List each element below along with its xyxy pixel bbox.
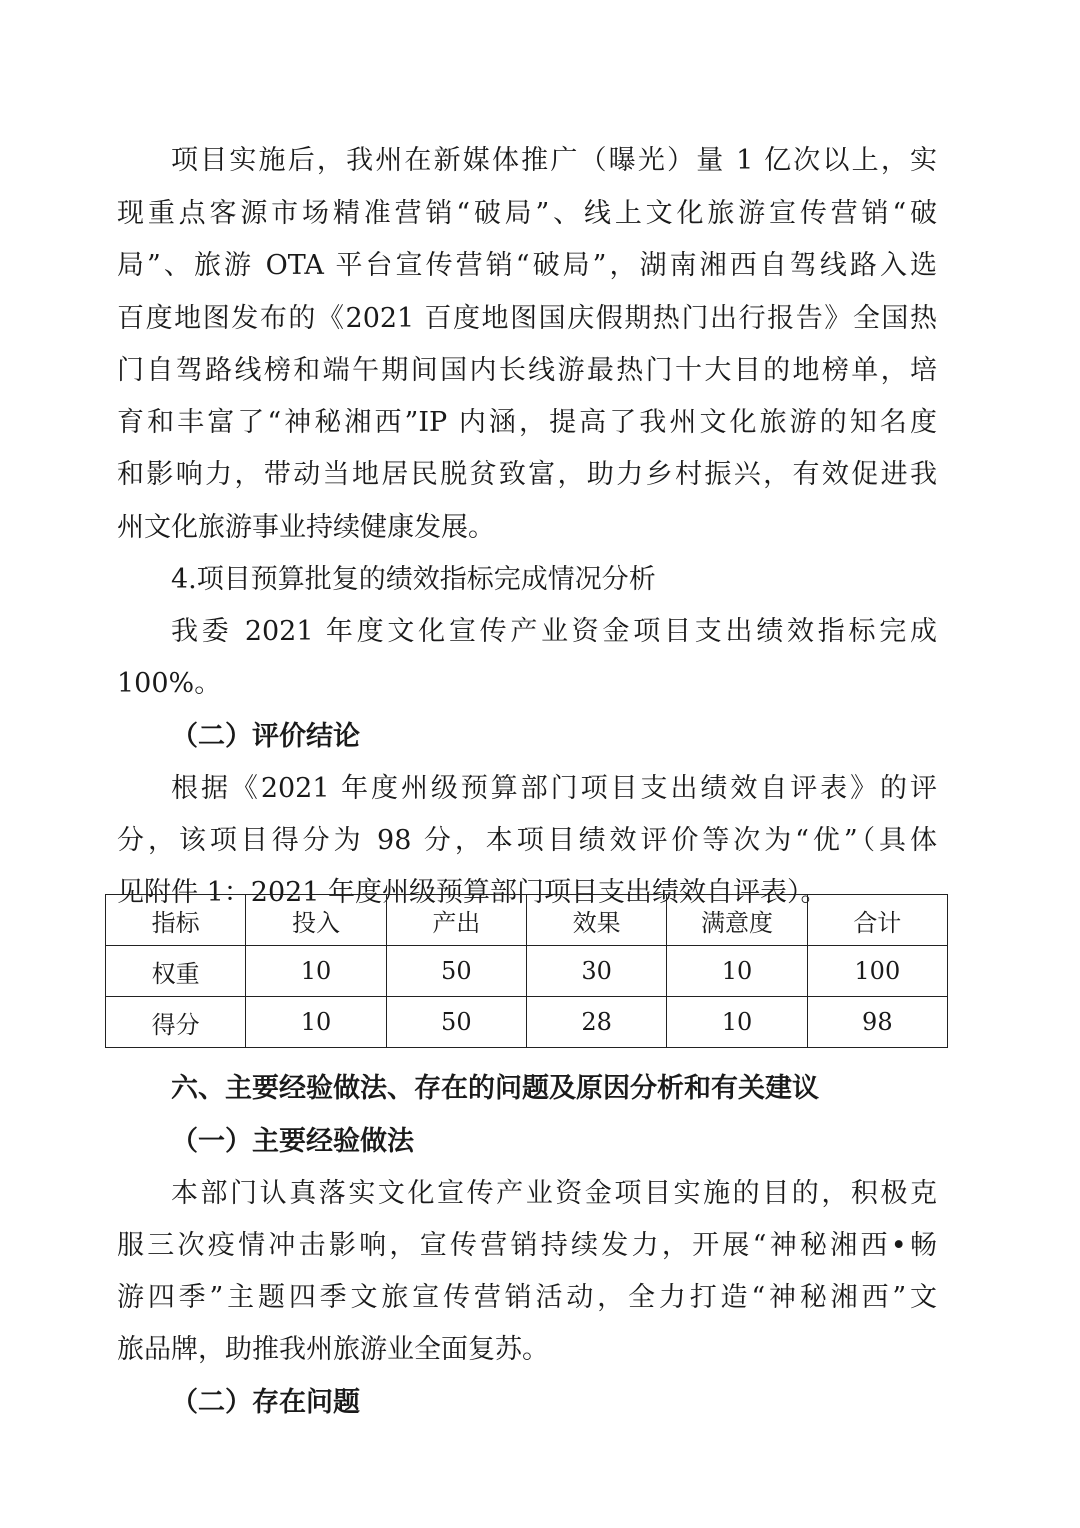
table-cell: 得分 [106,997,246,1048]
chapter-heading: 六、主要经验做法、存在的问题及原因分析和有关建议 [171,1073,819,1104]
score-table [105,894,948,1048]
paragraph-line: 服三次疫情冲击影响，宣传营销持续发力，开展“神秘湘西•畅 [117,1230,937,1261]
table-cell: 10 [667,946,807,997]
paragraph-line: 100%。 [117,668,222,699]
table-cell: 30 [526,946,666,997]
paragraph-line: 分，该项目得分为 98 分，本项目绩效评价等次为“优”（具体 [117,825,937,856]
paragraph-line: 现重点客源市场精准营销“破局”、线上文化旅游宣传营销“破 [117,198,937,229]
table-cell: 50 [386,946,526,997]
paragraph-line: 州文化旅游事业持续健康发展。 [117,512,495,543]
table-cell: 10 [667,997,807,1048]
table-row [106,946,948,997]
paragraph-line: 游四季”主题四季文旅宣传营销活动，全力打造“神秘湘西”文 [117,1282,937,1313]
table-cell: 10 [246,997,386,1048]
table-header-cell: 产出 [386,895,526,946]
table-cell: 28 [526,997,666,1048]
section-heading: （二）评价结论 [171,721,360,752]
table-header-cell: 指标 [106,895,246,946]
paragraph-line: 旅品牌，助推我州旅游业全面复苏。 [117,1334,549,1365]
table-cell: 10 [246,946,386,997]
table-cell: 权重 [106,946,246,997]
table-cell: 50 [386,997,526,1048]
table-header-cell: 效果 [526,895,666,946]
paragraph-line: 和影响力，带动当地居民脱贫致富，助力乡村振兴，有效促进我 [117,459,937,490]
section-heading: （一）主要经验做法 [171,1126,414,1157]
paragraph-line: 我委 2021 年度文化宣传产业资金项目支出绩效指标完成 [171,616,937,647]
paragraph-line: 本部门认真落实文化宣传产业资金项目实施的目的，积极克 [171,1178,937,1209]
table-header-cell: 投入 [246,895,386,946]
table-header-row [106,895,948,946]
paragraph-line: 根据《2021 年度州级预算部门项目支出绩效自评表》的评 [171,773,937,804]
table-header-cell: 合计 [807,895,947,946]
table-header-cell: 满意度 [667,895,807,946]
paragraph-line: 门自驾路线榜和端午期间国内长线游最热门十大目的地榜单，培 [117,355,937,386]
table-row [106,997,948,1048]
paragraph-line: 见附件 1：2021 年度州级预算部门项目支出绩效自评表）。 [117,877,828,908]
table-cell: 100 [807,946,947,997]
table-cell: 98 [807,997,947,1048]
paragraph-line: 局”、旅游 OTA 平台宣传营销“破局”，湖南湘西自驾线路入选 [117,250,937,281]
paragraph-line: 项目实施后，我州在新媒体推广（曝光）量 1 亿次以上，实 [171,145,937,176]
section-heading: （二）存在问题 [171,1387,360,1418]
paragraph-line: 百度地图发布的《2021 百度地图国庆假期热门出行报告》全国热 [117,303,937,334]
paragraph-line: 育和丰富了“神秘湘西”IP 内涵，提高了我州文化旅游的知名度 [117,407,937,438]
item-heading: 4.项目预算批复的绩效指标完成情况分析 [171,564,656,595]
